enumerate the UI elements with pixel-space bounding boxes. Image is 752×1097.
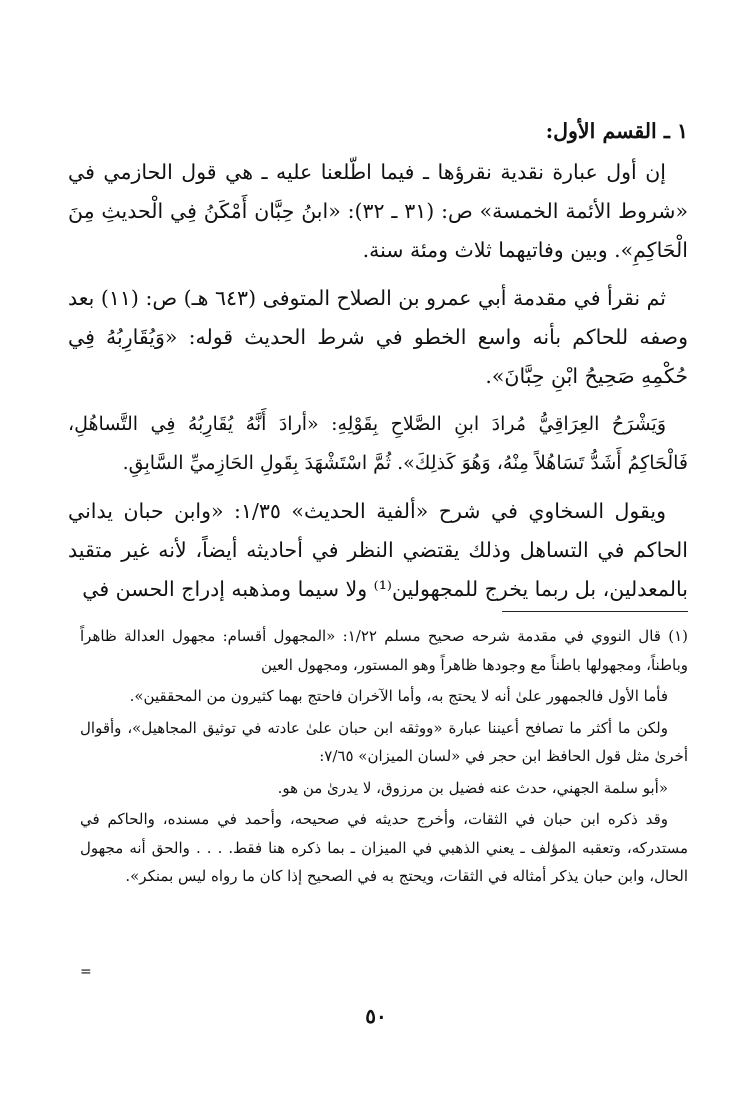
paragraph-hazimi: إن أول عبارة نقدية نقرؤها ـ فيما اطّلعنا عليه ـ هي قول الحازمي في «شروط الأئمة الخمسة» ص: (٣١ ـ ٣٢): «ابنُ حِبَّان أَمْكَنُ فِي الْحديثِ مِنَ الْحَاكِمِ». وبين وفاتيهما ثلاث ومئة سنة.	[68, 160, 688, 262]
section-heading: ١ ـ القسم الأول:	[545, 119, 688, 143]
paragraph-ibn-salah: ثم نقرأ في مقدمة أبي عمرو بن الصلاح المتوفى (٦٤٣ هـ) ص: (١١) بعد وصفه للحاكم بأنه واسع الخطو في شرط الحديث قوله: «وَيُقَارِبُهُ فِي حُكْمِهِ صَحِيحُ ابْنِ حِبَّانَ».	[68, 286, 688, 388]
footnote-1-para: وقد ذكره ابن حبان في الثقات، وأخرج حديثه في صحيحه، وأحمد في مسنده، والحاكم في مستدركه، وتعقبه المؤلف ـ يعني الذهبي في الميزان ـ بما ذكره هنا فقط. . . . والحق أنه مجهول الحال، وابن حبان يذكر أمثاله في الثقات، ويحتج به في الصحيح إذا كان ما رواه ليس بمنكر».	[80, 810, 688, 885]
footnotes	[80, 622, 688, 894]
footnote-1-para: فأما الأول فالجمهور علىٰ أنه لا يحتج به، وأما الآخران فاحتج بهما كثيرون من المحققين».	[129, 687, 668, 705]
main-text	[68, 112, 688, 618]
continuation-mark: =	[80, 964, 92, 980]
footnote-separator	[502, 611, 688, 612]
footnote-1-para: ولكن ما أكثر ما تصافح أعيننا عبارة «ووثقه ابن حبان علىٰ عادته في توثيق المجاهيل»، وأقوال أخرىٰ مثل قول الحافظ ابن حجر في «لسان الميزان» ٧/٦٥:	[80, 718, 688, 765]
paragraph-iraqi: وَيَشْرَحُ العِرَاقِيُّ مُرادَ ابنِ الصَّلاحِ بِقَوْلِهِ: «أرادَ أَنَّهُ يُقَارِبُهُ فِي التَّساهُلِ، فَالْحَاكِمُ أَشَدُّ تَسَاهُلاً مِنْهُ، وَهُوَ كَذلِكَ». ثُمَّ اسْتَشْهَدَ بِقَولِ الحَازِميِّ السَّابِقِ.	[68, 413, 688, 474]
page-number: ٥٠	[365, 1004, 387, 1028]
footnote-1-intro: (١) قال النووي في مقدمة شرحه صحيح مسلم ١/٢٢: «المجهول أقسام: مجهول العدالة ظاهراً وباطناً، ومجهولها باطناً مع وجودها ظاهراً وهو المستور، ومجهول العين	[80, 627, 689, 674]
paragraph-sakhawi: ويقول السخاوي في شرح «ألفية الحديث» ١/٣٥: «وابن حبان يداني الحاكم في التساهل وذلك يقتضي النظر في أحاديثه أيضاً، لأنه غير متقيد بالمعدلين، بل ربما يخرج للمجهولين⁽¹⁾ ولا سيما ومذهبه إدراج الحسن في	[68, 499, 688, 601]
footnote-1-quote: «أبو سلمة الجهني، حدث عنه فضيل بن مرزوق، لا يدرىٰ من هو.	[277, 778, 668, 797]
